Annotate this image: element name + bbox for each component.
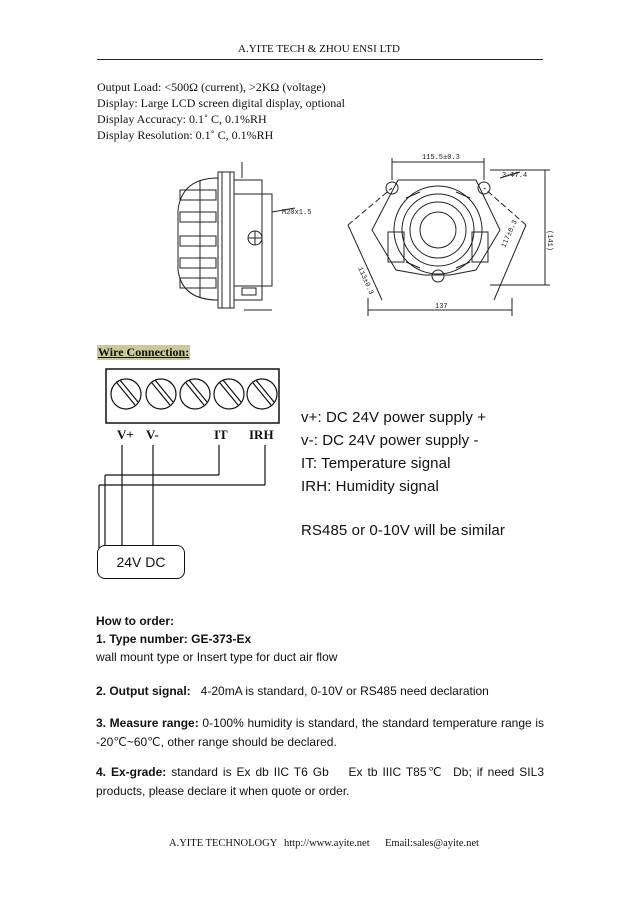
dim-top-label: 115.5±0.3 (422, 154, 460, 162)
terminal-label-irh: IRH (249, 427, 274, 442)
order-ex-grade (96, 763, 548, 801)
legend-it: IT: Temperature signal (301, 455, 451, 472)
terminal-label-it: IT (214, 427, 228, 442)
footer-website[interactable]: http://www.ayite.net (284, 838, 370, 849)
power-supply-box (97, 545, 185, 579)
header-rule (97, 59, 543, 60)
terminal-label-vplus: V+ (117, 427, 134, 442)
dim-bottom-label: 137 (435, 303, 448, 311)
dim-right-diag-label: 117±0.3 (500, 219, 520, 250)
terminal-label-vminus: V- (146, 427, 159, 442)
wire-connection-title: Wire Connection: (98, 345, 190, 359)
dim-right-label: (141) (545, 230, 553, 252)
output-signal-label: 2. Output signal: (96, 684, 191, 698)
legend-vminus: v-: DC 24V power supply - (301, 432, 479, 449)
spec-display-resolution: Display Resolution: 0.1˚ C, 0.1%RH (97, 128, 274, 142)
legend-irh: IRH: Humidity signal (301, 478, 439, 495)
page-header: A.YITE TECH & ZHOU ENSI LTD (238, 43, 400, 55)
order-type-number: 1. Type number: GE-373-Ex (96, 632, 252, 646)
measure-range-desc: 0-100% humidity is standard, the standard temperature range is -20℃~60℃, other range should be declared. (96, 716, 545, 749)
order-heading: How to order: (96, 614, 174, 628)
measure-range-label: 3. Measure range: (96, 716, 199, 730)
spec-output-load: Output Load: <500Ω (current), >2KΩ (voltage) (97, 80, 326, 94)
legend-note: RS485 or 0-10V will be similar (301, 522, 505, 539)
footer-email[interactable]: Email:sales@ayite.net (385, 838, 479, 849)
output-signal-desc: 4-20mA is standard, 0-10V or RS485 need declaration (190, 684, 489, 698)
order-measure-range (96, 714, 544, 752)
power-supply-label: 24V DC (116, 554, 166, 570)
dim-left-diag-label: 113±0.3 (355, 265, 375, 297)
order-type-desc: wall mount type or Insert type for duct air flow (96, 650, 338, 664)
legend-vplus: v+: DC 24V power supply + (301, 409, 487, 426)
spec-display-accuracy: Display Accuracy: 0.1˚ C, 0.1%RH (97, 112, 267, 126)
ex-grade-desc: standard is Ex db IIC T6 Gb Ex tb IIIC T85℃ Db; if need SIL3 products, please declare it when quote or order. (96, 765, 548, 798)
order-output-signal (96, 682, 489, 701)
ex-grade-label: 4. Ex-grade: (96, 765, 167, 779)
footer-company: A.YITE TECHNOLOGY (169, 838, 278, 849)
dim-holes-label: 3-Φ7.4 (502, 172, 528, 180)
dimension-drawing (160, 150, 560, 325)
spec-display: Display: Large LCD screen digital display, optional (97, 96, 345, 110)
thread-label: M20x1.5 (282, 209, 312, 217)
